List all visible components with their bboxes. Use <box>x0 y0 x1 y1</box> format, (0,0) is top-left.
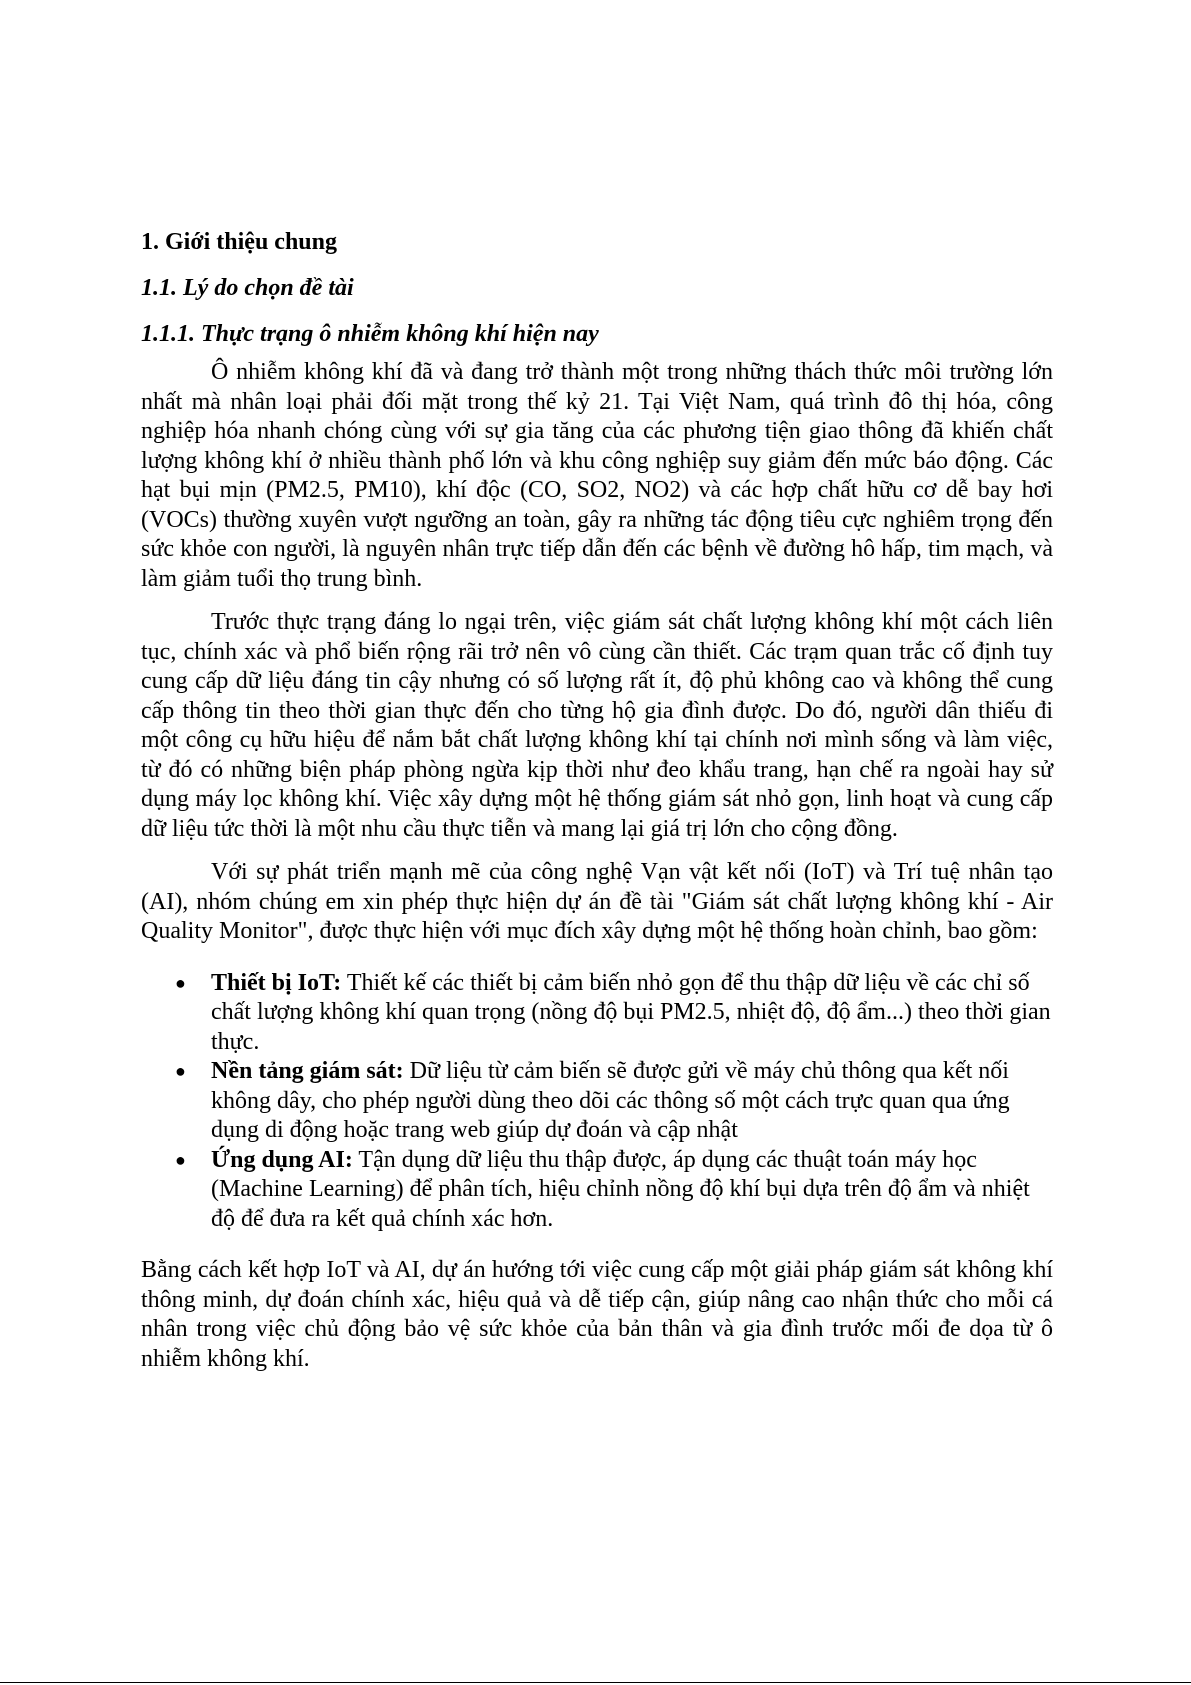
page-bottom-rule <box>0 1682 1191 1683</box>
paragraph-monitoring-need: Trước thực trạng đáng lo ngại trên, việc giám sát chất lượng không khí một cách liên tục, chính xác và phổ biến rộng rãi trở nên vô cùng cần thiết. Các trạm quan trắc cố định tuy cung cấp dữ liệu đáng tin cậy nhưng có số lượng rất ít, độ phủ không cao và không thể cung cấp thông tin theo thời gian thực đến cho từng hộ gia đình được. Do đó, người dân thiếu đi một công cụ hữu hiệu để nắm bắt chất lượng không khí tại chính nơi mình sống và làm việc, từ đó có những biện pháp phòng ngừa kịp thời như đeo khẩu trang, hạn chế ra ngoài hay sử dụng máy lọc không khí. Việc xây dựng một hệ thống giám sát nhỏ gọn, linh hoạt và cung cấp dữ liệu tức thời là một nhu cầu thực tiễn và mang lại giá trị lớn cho cộng đồng. <box>141 609 1053 842</box>
list-item <box>141 1057 1053 1146</box>
bullet-icon: ● <box>175 972 186 993</box>
bullet-icon: ● <box>175 1149 186 1170</box>
list-item-text: Tận dụng dữ liệu thu thập được, áp dụng các thuật toán máy học (Machine Learning) để phân tích, hiệu chỉnh nồng độ khí bụi dựa trên độ ẩm và nhiệt độ để đưa ra kết quả chính xác hơn. <box>211 1146 1030 1232</box>
paragraph-project-intro: Với sự phát triển mạnh mẽ của công nghệ Vạn vật kết nối (IoT) và Trí tuệ nhân tạo (AI), nhóm chúng em xin phép thực hiện dự án đề tài "Giám sát chất lượng không khí - Air Quality Monitor", được thực hiện với mục đích xây dựng một hệ thống hoàn chỉnh, bao gồm: <box>141 859 1053 944</box>
bullet-icon: ● <box>175 1061 186 1081</box>
subsubsection-heading: 1.1.1. Thực trạng ô nhiễm không khí hiện nay <box>141 321 599 347</box>
list-item <box>141 969 1053 1058</box>
document-page <box>141 226 1053 1388</box>
paragraph-conclusion: Bằng cách kết hợp IoT và AI, dự án hướng tới việc cung cấp một giải pháp giám sát không khí thông minh, dự đoán chính xác, hiệu quả và dễ tiếp cận, giúp nâng cao nhận thức cho mỗi cá nhân trong việc chủ động bảo vệ sức khỏe của bản thân và gia đình trước mối đe dọa từ ô nhiễm không khí. <box>141 1257 1053 1372</box>
list-item-text: Thiết kế các thiết bị cảm biến nhỏ gọn để thu thập dữ liệu về các chỉ số chất lượng không khí quan trọng (nồng độ bụi PM2.5, nhiệt độ, độ ẩm...) theo thời gian thực. <box>211 969 1051 1055</box>
system-components-list <box>141 969 1053 1235</box>
list-item-text: Dữ liệu từ cảm biến sẽ được gửi về máy chủ thông qua kết nối không dây, cho phép người dùng theo dõi các thông số một cách trực quan qua ứng dụng di động hoặc trang web giúp dự đoán và cập nhật <box>211 1058 1010 1143</box>
subsection-heading: 1.1. Lý do chọn đề tài <box>141 275 354 301</box>
list-item-term: Nền tảng giám sát: <box>211 1058 404 1084</box>
list-item-term: Ứng dụng AI: <box>211 1146 353 1173</box>
list-item-term: Thiết bị IoT: <box>211 969 342 996</box>
section-heading: 1. Giới thiệu chung <box>141 229 337 255</box>
paragraph-pollution-status: Ô nhiễm không khí đã và đang trở thành một trong những thách thức môi trường lớn nhất mà nhân loại phải đối mặt trong thế kỷ 21. Tại Việt Nam, quá trình đô thị hóa, công nghiệp hóa nhanh chóng cùng với sự gia tăng của các phương tiện giao thông đã khiến chất lượng không khí ở nhiều thành phố lớn và khu công nghiệp suy giảm đến mức báo động. Các hạt bụi mịn (PM2.5, PM10), khí độc (CO, SO2, NO2) và các hợp chất hữu cơ dễ bay hơi (VOCs) thường xuyên vượt ngưỡng an toàn, gây ra những tác động tiêu cực nghiêm trọng đến sức khỏe con người, là nguyên nhân trực tiếp dẫn đến các bệnh về đường hô hấp, tim mạch, và làm giảm tuổi thọ trung bình. <box>141 359 1053 592</box>
list-item <box>141 1146 1053 1235</box>
